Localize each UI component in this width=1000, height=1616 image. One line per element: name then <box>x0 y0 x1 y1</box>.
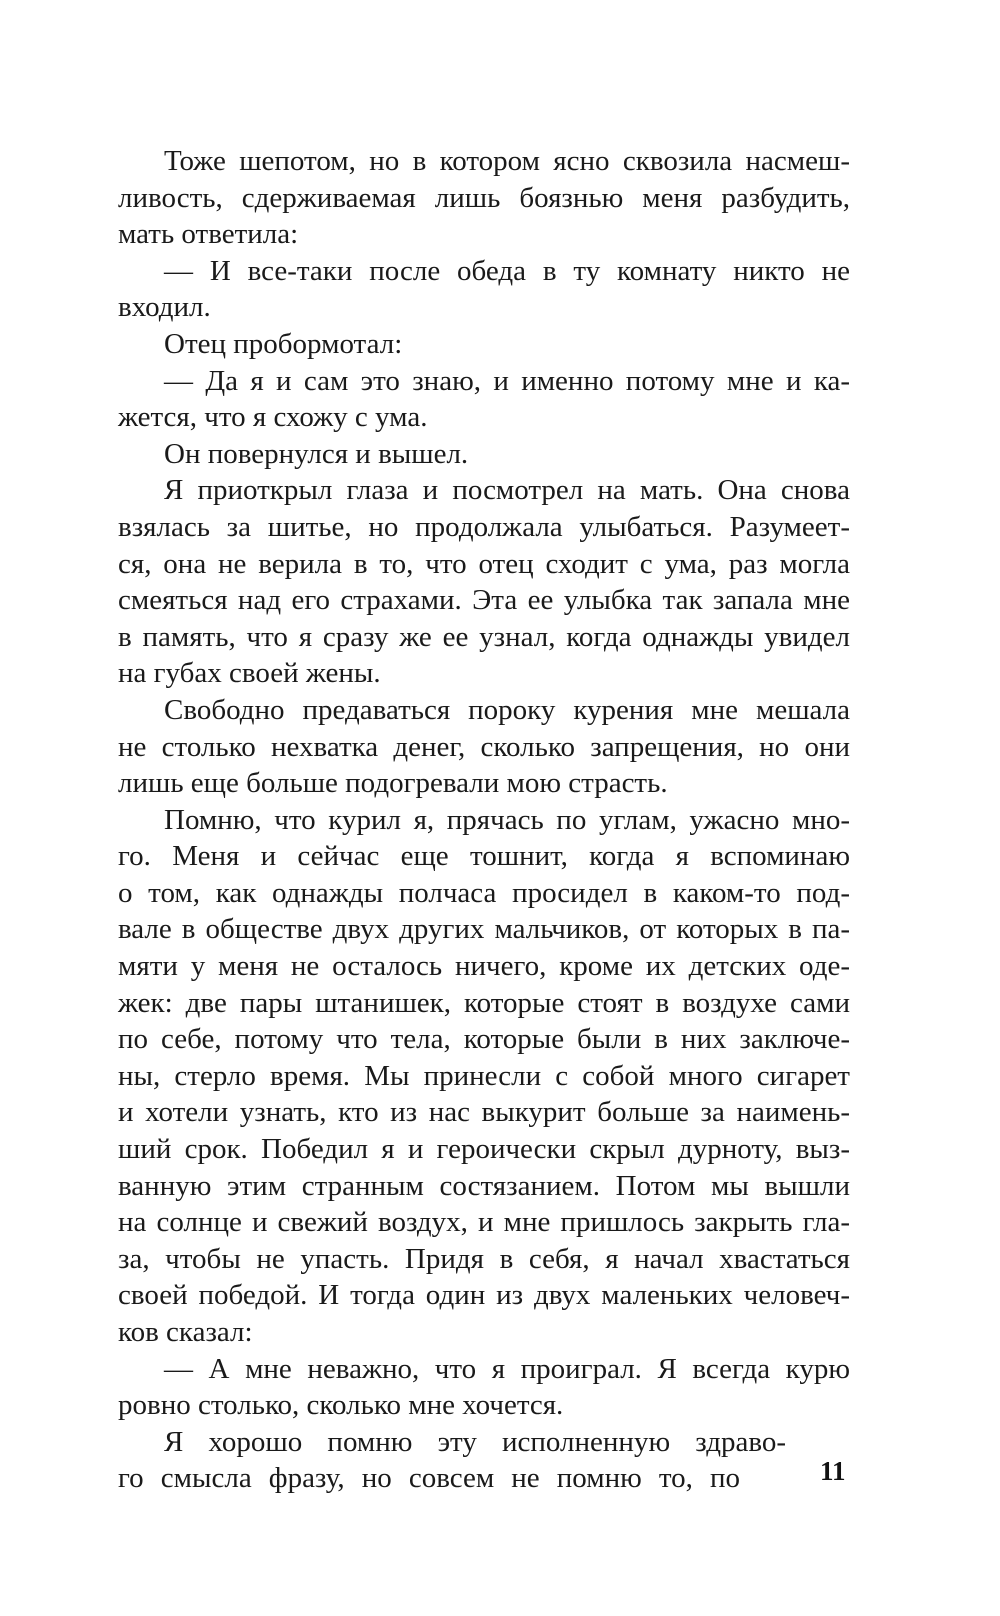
text-line: на губах своей жены. <box>118 657 381 690</box>
text-line: за, чтобы не упасть. Придя в себя, я начал хвастаться <box>118 1242 850 1275</box>
text-line: го смысла фразу, но совсем не помню то, по <box>118 1462 740 1495</box>
text-line: лишь еще больше подогревали мою страсть. <box>118 767 668 800</box>
text-line: о том, как однажды полчаса просидел в каком-то под- <box>118 876 850 909</box>
text-line: — Да я и сам это знаю, и именно потому мне и ка- <box>164 364 850 397</box>
text-line: Отец пробормотал: <box>164 327 403 360</box>
text-line: мяти у меня не осталось ничего, кроме их детских оде- <box>118 950 850 983</box>
text-line: ший срок. Победил я и героически скрыл дурноту, выз- <box>118 1133 850 1166</box>
page-number: 11 <box>820 1456 846 1486</box>
text-line: на солнце и свежий воздух, и мне пришлось закрыть гла- <box>118 1206 850 1239</box>
text-line: Я приоткрыл глаза и посмотрел на мать. Она снова <box>164 474 850 507</box>
text-line: взялась за шитье, но продолжала улыбаться. Разумеет- <box>118 510 850 543</box>
text-line: Я хорошо помню эту исполненную здраво- <box>164 1425 786 1458</box>
text-line: Помню, что курил я, прячась по углам, ужасно мно- <box>164 803 850 836</box>
text-line: и хотели узнать, кто из нас выкурит больше за наимень- <box>118 1096 850 1129</box>
text-line: по себе, потому что тела, которые были в них заключе- <box>118 1023 850 1056</box>
text-line: ливость, сдерживаемая лишь боязнью меня разбудить, <box>118 181 850 214</box>
text-line: ся, она не верила в то, что отец сходит с ума, раз могла <box>118 547 850 580</box>
text-line: в память, что я сразу же ее узнал, когда однажды увидел <box>118 620 850 653</box>
text-line: ровно столько, сколько мне хочется. <box>118 1389 564 1422</box>
text-line: ны, стерло время. Мы принесли с собой много сигарет <box>118 1059 850 1092</box>
text-line: вале в обществе двух других мальчиков, от которых в па- <box>118 913 850 946</box>
text-line: жется, что я схожу с ума. <box>118 401 428 434</box>
text-line: Свободно предаваться пороку курения мне мешала <box>164 693 850 726</box>
text-line: — А мне неважно, что я проиграл. Я всегда курю <box>164 1352 850 1385</box>
text-line: — И все-таки после обеда в ту комнату никто не <box>164 254 850 287</box>
text-line: ванную этим странным состязанием. Потом мы вышли <box>118 1169 850 1202</box>
text-line: смеяться над его страхами. Эта ее улыбка так запала мне <box>118 584 850 617</box>
text-line: жек: две пары штанишек, которые стоят в воздухе сами <box>118 986 850 1019</box>
text-line: Тоже шепотом, но в котором ясно сквозила насмеш- <box>164 145 850 177</box>
text-line: не столько нехватка денег, сколько запрещения, но они <box>118 730 850 763</box>
text-line: го. Меня и сейчас еще тошнит, когда я вспоминаю <box>118 840 850 873</box>
body-text <box>118 143 850 1497</box>
text-line: своей победой. И тогда один из двух маленьких человеч- <box>118 1279 850 1312</box>
text-line: входил. <box>118 291 211 324</box>
text-line: мать ответила: <box>118 218 299 251</box>
text-line: Он повернулся и вышел. <box>164 437 469 470</box>
text-line: ков сказал: <box>118 1316 253 1348</box>
